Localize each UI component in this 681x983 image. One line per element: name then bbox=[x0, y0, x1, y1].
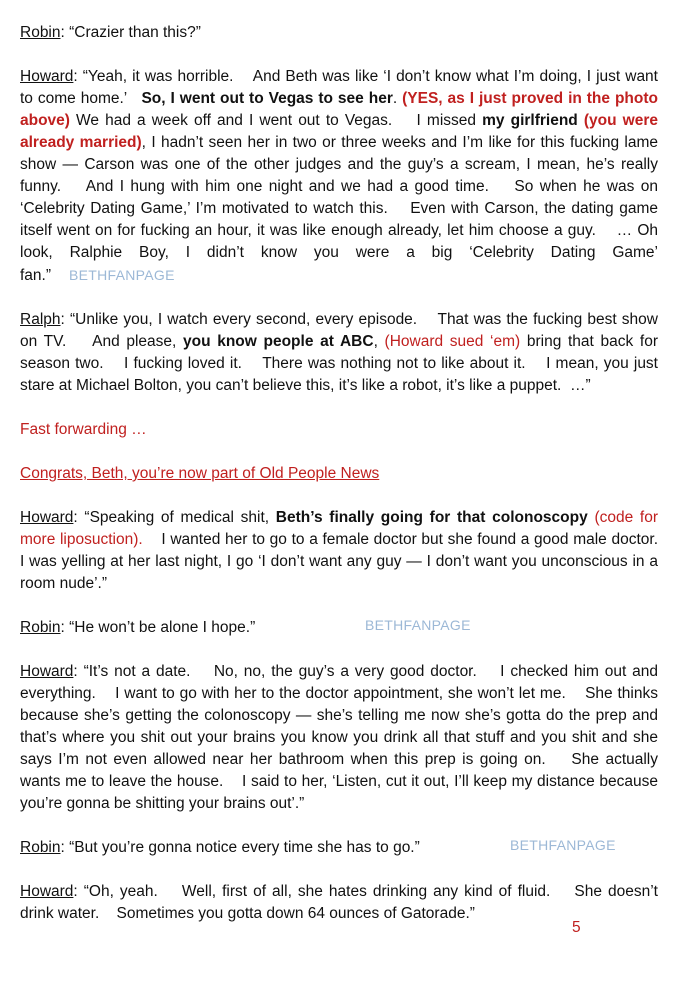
bold-highlight: So, I went out to Vegas to see her bbox=[141, 90, 393, 107]
watermark-text: BETHFANPAGE bbox=[69, 267, 175, 283]
red-commentary: (code for more liposuction). bbox=[20, 509, 663, 548]
watermark-text: BETHFANPAGE bbox=[510, 837, 616, 853]
speaker-name: Howard bbox=[20, 883, 74, 900]
dialogue-text: : “Speaking of medical shit, bbox=[73, 509, 276, 526]
red-commentary: (Howard sued ‘em) bbox=[384, 333, 521, 350]
dialogue-text: : “Yeah, it was horrible. And Beth was like ‘I don’t know what I’m doing, I just want to come home.’ bbox=[20, 68, 663, 107]
dialogue-text: , bbox=[373, 333, 385, 350]
speaker-name: Howard bbox=[20, 509, 74, 526]
dialogue-text: . bbox=[392, 90, 403, 107]
bold-highlight: Beth’s finally going for that colonoscopy bbox=[275, 509, 588, 526]
transcript-page bbox=[20, 22, 676, 947]
red-commentary: (YES, as I just proved in the photo above) bbox=[20, 90, 663, 129]
paragraph-howard-4 bbox=[20, 881, 663, 925]
red-commentary: (you were already married) bbox=[20, 112, 663, 151]
speaker-name: Robin bbox=[20, 619, 61, 636]
bold-highlight: you know people at ABC bbox=[183, 333, 374, 350]
dialogue-text: : “He won’t be alone I hope.” bbox=[60, 619, 256, 636]
speaker-name: Howard bbox=[20, 68, 74, 85]
section-heading: Congrats, Beth, you’re now part of Old People News bbox=[20, 465, 380, 482]
dialogue-text: , I hadn’t seen her in two or three weeks and I’m like for this fucking lame show — Carson was one of the other judges and the guy’s a scream, I mean, he’s really funny. And I hung with him one night and we had a good time. So when he was on ‘Celebrity Dating Game,’ I’m motivated to watch this. Even with Carson, the dating game itself went on for fucking an hour, it was like enough already, let him choose a guy. … Oh look, Ralphie Boy, I didn’t know you were a big ‘Celebrity Dating Game’ fan.” bbox=[20, 134, 663, 284]
dialogue-text: : “It’s not a date. No, no, the guy’s a very good doctor. I checked him out and everything. I want to go with her to the doctor appointment, she won’t let me. She thinks because she’s getting the colonoscopy — she’s telling me now she’s gotta do the prep and that’s where you shit out your brains you know you drink all that stuff and you shit and she says I’m not even allowed near her bathroom when this prep is going on. She actually wants me to leave the house. I said to her, ‘Listen, cut it out, I’ll keep my distance because you’re gonna be shitting your brains out’.” bbox=[20, 663, 663, 812]
speaker-name: Robin bbox=[20, 24, 61, 41]
bold-highlight: my girlfriend bbox=[482, 112, 578, 129]
dialogue-text: : “Oh, yeah. Well, first of all, she hates drinking any kind of fluid. She doesn’t drink water. Sometimes you gotta down 64 ounces of Gatorade.” bbox=[20, 883, 663, 922]
dialogue-text: I wanted her to go to a female doctor but she found a good male doctor. I was yelling at her last night, I go ‘I don’t want any guy — I don’t want you unconscious in a room nude’.” bbox=[20, 531, 676, 592]
paragraph-howard-3 bbox=[20, 661, 663, 815]
paragraph-howard-1 bbox=[20, 66, 663, 287]
dialogue-text: : “But you’re gonna notice every time she has to go.” bbox=[60, 839, 420, 856]
page-number: 5 bbox=[572, 919, 581, 936]
watermark-text: BETHFANPAGE bbox=[365, 617, 471, 633]
speaker-name: Ralph bbox=[20, 311, 61, 328]
dialogue-text: bring that back for season two. I fucking loved it. There was nothing not to like about it. I mean, you just stare at Michael Bolton, you can’t believe this, it’s like a robot, it’s like a puppet. …” bbox=[20, 333, 663, 394]
fast-forward-note: Fast forwarding … bbox=[20, 421, 147, 438]
paragraph-howard-2 bbox=[20, 507, 676, 595]
speaker-name: Howard bbox=[20, 663, 74, 680]
paragraph-robin-1 bbox=[20, 22, 658, 44]
dialogue-text: : “Crazier than this?” bbox=[60, 24, 201, 41]
paragraph-robin-2 bbox=[20, 617, 658, 639]
paragraph-ralph-1 bbox=[20, 309, 663, 397]
dialogue-text: We had a week off and I went out to Vegas. I missed bbox=[69, 112, 483, 129]
dialogue-text: : “Unlike you, I watch every second, every episode. That was the fucking best show on TV. And please, bbox=[20, 311, 663, 350]
speaker-name: Robin bbox=[20, 839, 61, 856]
